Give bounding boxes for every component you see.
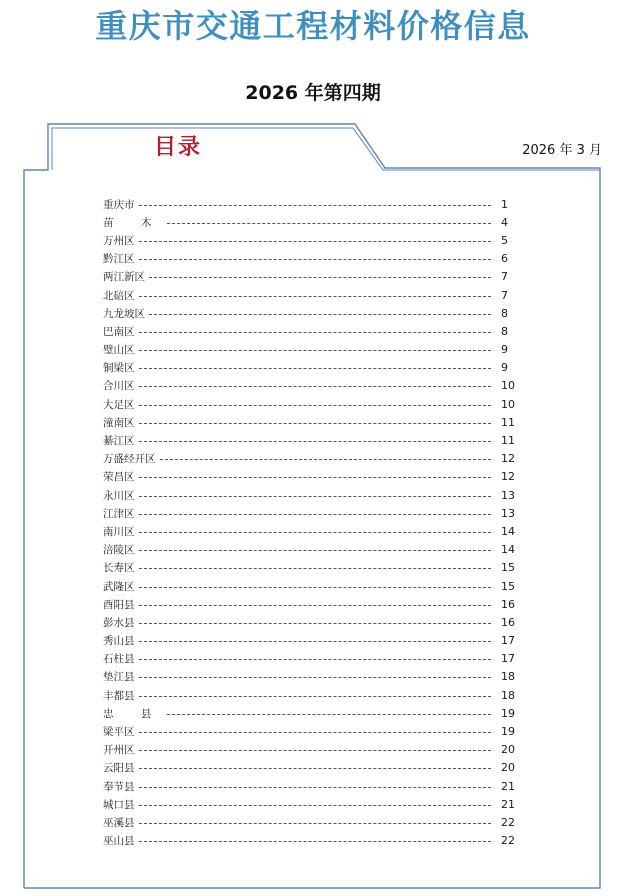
toc-entry[interactable]	[103, 304, 527, 322]
toc-entry-page: 19	[501, 725, 515, 739]
issue-number: 2026 年第四期	[245, 82, 381, 104]
toc-entry-name: 苗 木	[103, 216, 164, 229]
toc-leader-dots	[139, 423, 492, 424]
toc-entry-page: 14	[501, 543, 515, 557]
toc-entry[interactable]	[103, 813, 527, 831]
toc-entry-page: 7	[501, 270, 508, 284]
toc-leader-dots	[139, 841, 492, 842]
toc-entry-name: 石柱县	[103, 653, 135, 666]
toc-entry[interactable]	[103, 795, 527, 813]
toc-leader-dots	[139, 259, 492, 260]
toc-entry-name: 北碚区	[103, 289, 135, 302]
toc-entry[interactable]	[103, 722, 527, 740]
toc-list	[103, 195, 527, 850]
toc-entry[interactable]	[103, 213, 527, 231]
publication-date: 2026 年 3 月	[522, 143, 602, 158]
toc-entry[interactable]	[103, 450, 527, 468]
toc-leader-dots	[139, 750, 492, 751]
toc-leader-dots	[139, 659, 492, 660]
toc-entry-page: 15	[501, 561, 515, 575]
toc-entry-page: 16	[501, 597, 515, 611]
toc-entry[interactable]	[103, 377, 527, 395]
toc-leader-dots	[139, 350, 492, 351]
toc-entry-name: 长寿区	[103, 562, 135, 575]
toc-entry-name: 梁平区	[103, 726, 135, 739]
toc-heading: 目录	[154, 134, 203, 160]
toc-entry-name: 万盛经开区	[103, 453, 156, 466]
toc-entry[interactable]	[103, 286, 527, 304]
toc-entry-name: 合川区	[103, 380, 135, 393]
toc-entry[interactable]	[103, 250, 527, 268]
toc-entry[interactable]	[103, 395, 527, 413]
toc-entry[interactable]	[103, 777, 527, 795]
toc-entry-page: 9	[501, 343, 508, 357]
toc-entry-page: 17	[501, 652, 515, 666]
toc-leader-dots	[139, 477, 492, 478]
toc-entry-page: 21	[501, 797, 515, 811]
toc-entry-page: 6	[501, 252, 508, 266]
toc-leader-dots	[139, 550, 492, 551]
toc-entry[interactable]	[103, 504, 527, 522]
toc-entry-name: 开州区	[103, 744, 135, 757]
toc-entry-page: 22	[501, 834, 515, 848]
toc-leader-dots	[160, 459, 492, 460]
toc-entry[interactable]	[103, 632, 527, 650]
toc-entry-page: 5	[501, 233, 508, 247]
toc-leader-dots	[139, 441, 492, 442]
toc-entry[interactable]	[103, 559, 527, 577]
toc-entry-name: 涪陵区	[103, 544, 135, 557]
toc-entry-name: 永川区	[103, 489, 135, 502]
toc-entry[interactable]	[103, 341, 527, 359]
toc-entry-name: 重庆市	[103, 198, 135, 211]
toc-leader-dots	[139, 386, 492, 387]
toc-entry-page: 21	[501, 779, 515, 793]
toc-leader-dots	[139, 768, 492, 769]
toc-entry-page: 8	[501, 324, 508, 338]
toc-leader-dots	[139, 623, 492, 624]
toc-entry[interactable]	[103, 759, 527, 777]
toc-leader-dots	[139, 532, 492, 533]
toc-entry-name: 綦江区	[103, 435, 135, 448]
toc-entry-name: 九龙坡区	[103, 307, 145, 320]
toc-entry-name: 丰都县	[103, 689, 135, 702]
toc-leader-dots	[139, 241, 492, 242]
frame-inner-line	[52, 128, 600, 170]
toc-leader-dots	[139, 641, 492, 642]
toc-leader-dots	[139, 368, 492, 369]
toc-entry-name: 潼南区	[103, 416, 135, 429]
toc-entry-name: 江津区	[103, 507, 135, 520]
toc-entry[interactable]	[103, 686, 527, 704]
toc-entry-page: 4	[501, 215, 508, 229]
toc-leader-dots	[149, 314, 491, 315]
toc-entry-page: 20	[501, 743, 515, 757]
toc-entry-page: 7	[501, 288, 508, 302]
toc-entry-name: 南川区	[103, 525, 135, 538]
toc-entry-page: 18	[501, 688, 515, 702]
toc-entry-name: 大足区	[103, 398, 135, 411]
toc-leader-dots	[139, 677, 492, 678]
toc-entry-name: 巫溪县	[103, 816, 135, 829]
toc-leader-dots	[139, 823, 492, 824]
toc-entry[interactable]	[103, 668, 527, 686]
toc-leader-dots	[139, 405, 492, 406]
toc-leader-dots	[139, 205, 492, 206]
toc-entry-page: 19	[501, 706, 515, 720]
toc-entry[interactable]	[103, 468, 527, 486]
toc-entry[interactable]	[103, 832, 527, 850]
toc-entry-name: 巫山县	[103, 835, 135, 848]
toc-entry-name: 万州区	[103, 234, 135, 247]
toc-entry[interactable]	[103, 431, 527, 449]
toc-entry-name: 彭水县	[103, 616, 135, 629]
toc-entry-name: 云阳县	[103, 762, 135, 775]
toc-entry-name: 秀山县	[103, 635, 135, 648]
toc-entry[interactable]	[103, 413, 527, 431]
toc-entry-page: 9	[501, 361, 508, 375]
toc-entry-name: 奉节县	[103, 780, 135, 793]
toc-entry[interactable]	[103, 268, 527, 286]
toc-entry-name: 璧山区	[103, 344, 135, 357]
toc-entry-page: 8	[501, 306, 508, 320]
toc-entry-name: 两江新区	[103, 271, 145, 284]
document-title: 重庆市交通工程材料价格信息	[95, 7, 531, 45]
toc-entry-name: 黔江区	[103, 253, 135, 266]
toc-entry[interactable]	[103, 595, 527, 613]
toc-leader-dots	[139, 605, 492, 606]
toc-entry[interactable]	[103, 704, 527, 722]
toc-leader-dots	[139, 496, 492, 497]
toc-entry-page: 22	[501, 815, 515, 829]
toc-entry-page: 20	[501, 761, 515, 775]
toc-entry-name: 荣昌区	[103, 471, 135, 484]
toc-leader-dots	[139, 296, 492, 297]
toc-entry-name: 垫江县	[103, 671, 135, 684]
toc-entry[interactable]	[103, 486, 527, 504]
toc-leader-dots	[139, 787, 492, 788]
toc-entry-name: 酉阳县	[103, 598, 135, 611]
toc-entry[interactable]	[103, 541, 527, 559]
toc-entry-page: 14	[501, 524, 515, 538]
toc-entry-page: 10	[501, 397, 515, 411]
toc-leader-dots	[139, 805, 492, 806]
toc-entry-page: 10	[501, 379, 515, 393]
toc-entry[interactable]	[103, 577, 527, 595]
toc-leader-dots	[139, 514, 492, 515]
toc-leader-dots	[139, 696, 492, 697]
toc-entry[interactable]	[103, 322, 527, 340]
toc-entry[interactable]	[103, 195, 527, 213]
toc-entry[interactable]	[103, 359, 527, 377]
toc-entry-page: 11	[501, 415, 515, 429]
toc-leader-dots	[139, 332, 492, 333]
toc-entry-page: 12	[501, 470, 515, 484]
toc-entry-page: 17	[501, 634, 515, 648]
toc-entry-name: 铜梁区	[103, 362, 135, 375]
toc-leader-dots	[139, 732, 492, 733]
toc-entry-page: 1	[501, 197, 508, 211]
toc-entry-page: 18	[501, 670, 515, 684]
toc-entry[interactable]	[103, 741, 527, 759]
toc-entry[interactable]	[103, 613, 527, 631]
toc-entry[interactable]	[103, 522, 527, 540]
toc-entry-page: 13	[501, 506, 515, 520]
toc-entry-name: 忠 县	[103, 707, 164, 720]
toc-entry-page: 13	[501, 488, 515, 502]
toc-entry-name: 武隆区	[103, 580, 135, 593]
toc-entry[interactable]	[103, 650, 527, 668]
toc-entry-name: 城口县	[103, 798, 135, 811]
toc-entry-page: 12	[501, 452, 515, 466]
toc-entry-page: 11	[501, 434, 515, 448]
toc-entry-page: 15	[501, 579, 515, 593]
toc-entry-page: 16	[501, 615, 515, 629]
toc-leader-dots	[139, 587, 492, 588]
toc-entry-name: 巴南区	[103, 325, 135, 338]
toc-entry[interactable]	[103, 231, 527, 249]
toc-leader-dots	[167, 714, 491, 715]
toc-leader-dots	[139, 568, 492, 569]
toc-leader-dots	[149, 277, 491, 278]
toc-leader-dots	[167, 223, 491, 224]
